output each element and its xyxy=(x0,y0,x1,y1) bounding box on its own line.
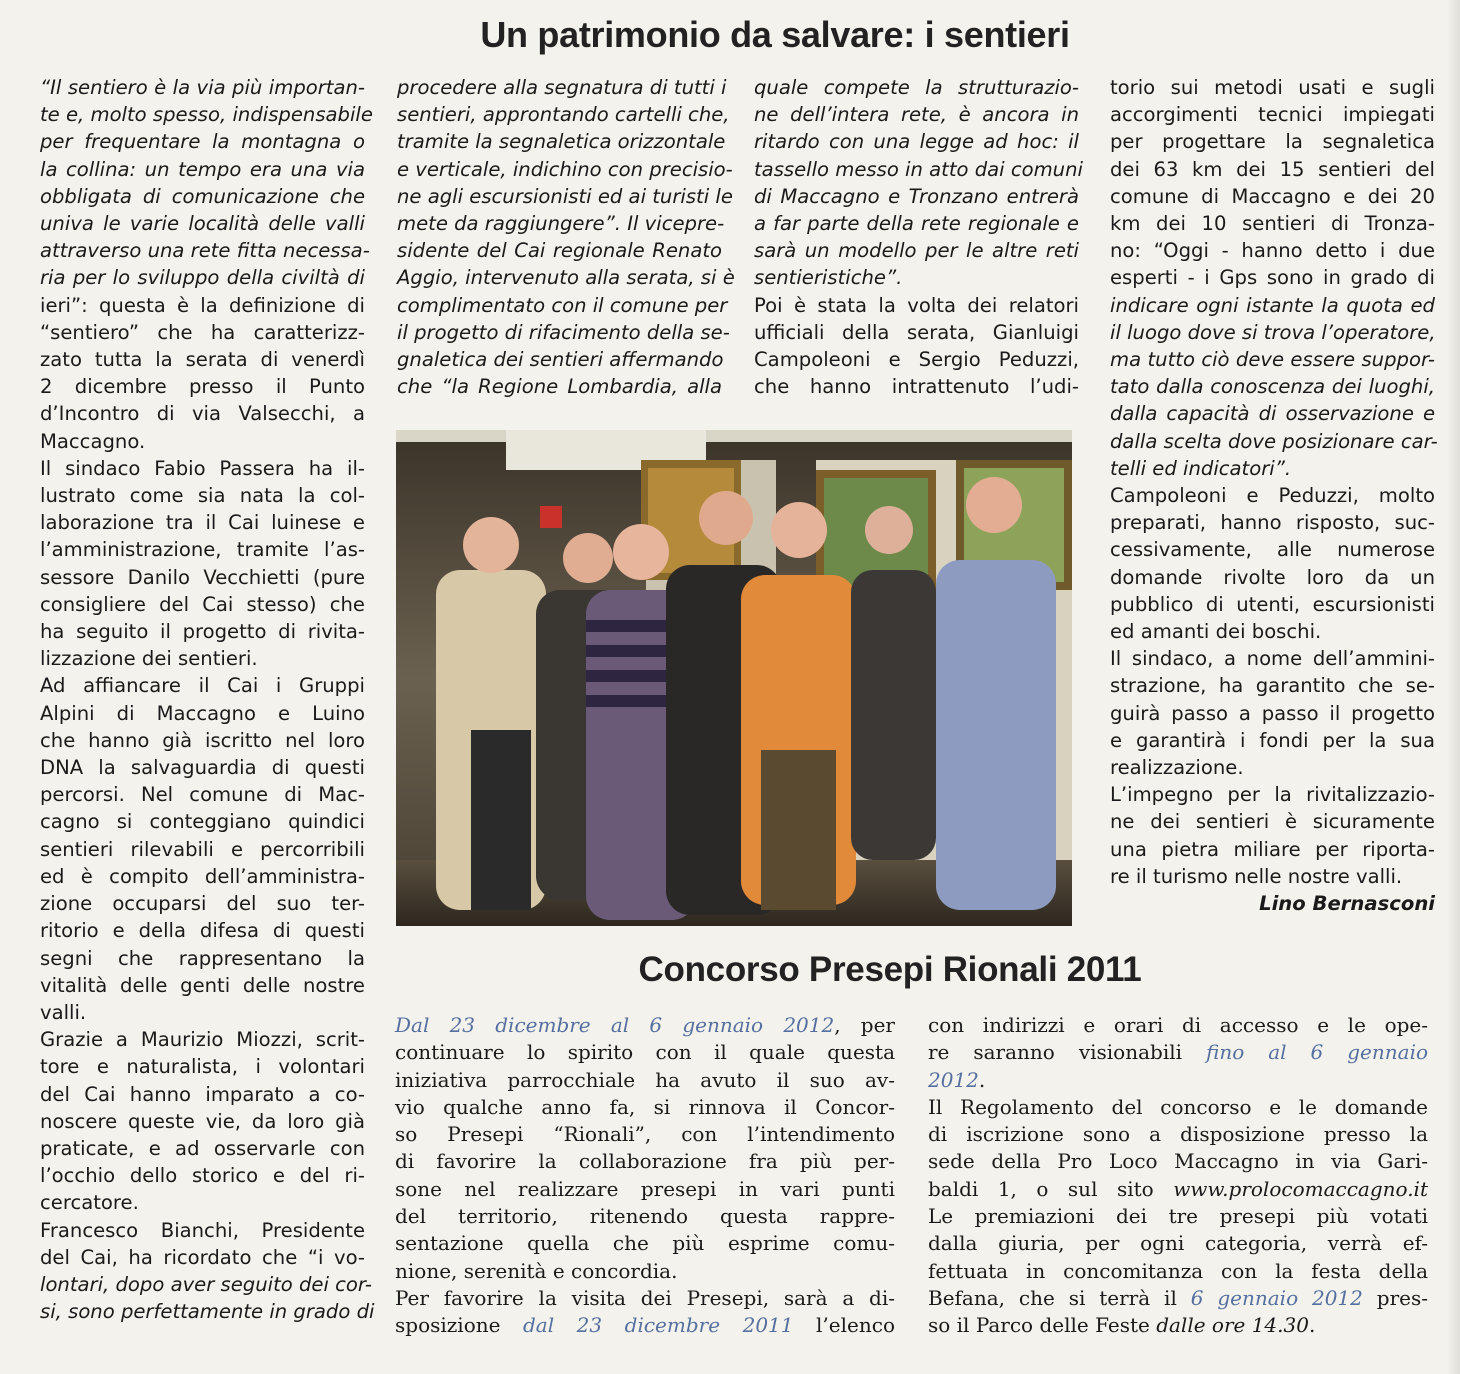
highlighted-date: Dal 23 dicembre al 6 gennaio 2012 xyxy=(395,1013,835,1037)
text-line xyxy=(928,1067,1428,1094)
column-text xyxy=(1110,74,1438,890)
text-line: complimentato con il comune per xyxy=(397,293,728,317)
text-segment: , per xyxy=(834,1013,895,1037)
text-line: Campoleoni e Sergio Peduzzi, xyxy=(754,348,1079,372)
text-segment: con indirizzi e orari di accesso e le ope- xyxy=(928,1013,1428,1037)
text-line xyxy=(928,1285,1428,1312)
text-line: tore e naturalista, i volontari xyxy=(40,1055,365,1079)
text-line: di Maccagno e Tronzano entrerà xyxy=(754,184,1079,208)
text-segment: sentazione quella che più esprime comu- xyxy=(395,1231,895,1256)
text-line: cessivamente, alle numerose xyxy=(1110,538,1435,562)
column-text xyxy=(397,74,735,400)
text-line xyxy=(395,1230,895,1257)
text-line: obbligata di comunicazione che xyxy=(40,184,365,208)
page-edge xyxy=(1446,0,1460,1374)
text-line: Grazie a Maurizio Miozzi, scrit- xyxy=(40,1028,365,1052)
text-line: DNA la salvaguardia di questi xyxy=(40,756,365,780)
text-line: ne dei sentieri è sicuramente xyxy=(1110,810,1435,834)
text-line: l’amministrazione, tramite l’as- xyxy=(40,538,365,562)
text-line xyxy=(395,1067,895,1094)
text-line: domande rivolte loro da un xyxy=(1110,565,1435,589)
text-segment: so Presepi “Rionali”, con l’intendimento xyxy=(395,1122,895,1147)
column-text xyxy=(754,74,1083,400)
text-line: praticate, e ad osservarle con xyxy=(40,1136,365,1160)
text-line: si, sono perfettamente in grado di xyxy=(40,1300,375,1324)
presepi-column-2 xyxy=(928,1012,1428,1340)
text-segment: sposizione xyxy=(395,1313,523,1338)
text-line: attraverso una rete fitta necessa- xyxy=(40,239,370,263)
text-line: lontari, dopo aver seguito dei cor- xyxy=(40,1272,372,1296)
text-line xyxy=(395,1094,895,1121)
text-line: percorsi. Nel comune di Mac- xyxy=(40,783,365,807)
text-line: torio sui metodi usati e sugli xyxy=(1110,76,1435,99)
text-line: per frequentare la montagna o xyxy=(40,130,365,154)
text-line: comune di Maccagno e dei 20 xyxy=(1110,184,1435,208)
text-segment: di iscrizione sono a disposizione presso la xyxy=(928,1122,1428,1147)
text-line: ha seguito il progetto di rivita- xyxy=(40,620,365,644)
text-line: pubblico di utenti, escursionisti xyxy=(1110,592,1435,616)
text-segment: Befana, che si terrà il xyxy=(928,1285,1191,1310)
text-line: ria per lo sviluppo della civiltà di xyxy=(40,266,365,290)
text-line: a far parte della rete regionale e xyxy=(754,212,1079,236)
text-line: dalla scelta dove posizionare car- xyxy=(1110,429,1438,453)
text-line: tramite la segnaletica orizzontale xyxy=(397,130,726,154)
text-line xyxy=(928,1312,1428,1339)
text-line: ne dell’intera rete, è ancora in xyxy=(754,103,1079,127)
text-line xyxy=(928,1258,1428,1285)
text-line: no: “Oggi - hanno detto i due xyxy=(1110,239,1435,263)
presepi-column-1 xyxy=(395,1012,895,1340)
text-line: ma tutto ciò deve essere suppor- xyxy=(1110,348,1435,372)
text-line: sentieri, approntando cartelli che, xyxy=(397,103,730,127)
text-line xyxy=(928,1121,1428,1148)
highlighted-date: dal 23 dicembre 2011 xyxy=(523,1313,794,1338)
text-line: per progettare la segnaletica xyxy=(1110,130,1435,154)
article-column-1 xyxy=(40,74,375,1325)
text-line: e verticale, indichino con precisio- xyxy=(397,157,733,181)
text-line: Il sindaco Fabio Passera ha il- xyxy=(40,456,365,480)
text-line: ritorio e della difesa di questi xyxy=(40,919,365,943)
text-line: Ad affiancare il Cai i Gruppi xyxy=(40,674,365,698)
text-line: ieri”: questa è la definizione di xyxy=(40,293,365,317)
text-segment: del territorio, ritenendo questa rappre- xyxy=(395,1204,895,1229)
text-line: procedere alla segnatura di tutti i xyxy=(397,76,727,99)
column-text xyxy=(40,74,375,1325)
text-line: strazione, ha garantito che se- xyxy=(1110,674,1435,698)
text-line: sessore Danilo Vecchietti (pure xyxy=(40,565,365,589)
text-line: segni che rappresentano la xyxy=(40,946,365,970)
article-column-2 xyxy=(397,74,735,400)
text-line: “Il sentiero è la via più importan- xyxy=(40,76,365,99)
text-segment: dalla giuria, per ogni categoria, verrà ef- xyxy=(928,1231,1428,1256)
text-line: e garantirà i fondi per la sua xyxy=(1110,728,1435,752)
text-line: l’occhio dello storico e del ri- xyxy=(40,1164,365,1188)
text-line: lizzazione dei sentieri. xyxy=(40,647,258,671)
text-line: ed amanti dei boschi. xyxy=(1110,620,1322,644)
text-segment: Le premiazioni dei tre presepi più votati xyxy=(928,1204,1428,1229)
highlighted-date: fino al 6 gennaio xyxy=(1206,1040,1429,1065)
text-line: “sentiero” che ha caratterizz- xyxy=(40,320,365,344)
text-segment: dalle ore 14.30 xyxy=(1156,1313,1309,1338)
text-segment: fettuata in concomitanza con la festa della xyxy=(928,1258,1428,1283)
text-line: ritardo con una legge ad hoc: il xyxy=(754,130,1079,154)
text-line: tassello messo in atto dai comuni xyxy=(754,157,1083,181)
text-line: valli. xyxy=(40,1000,87,1024)
text-line: sentieristiche”. xyxy=(754,266,903,290)
text-line: lustrato come sia nata la col- xyxy=(40,484,365,508)
text-segment: Per favorire la visita dei Presepi, sarà a di- xyxy=(395,1285,895,1310)
text-line xyxy=(928,1230,1428,1257)
text-line: del Cai, ha ricordato che “i vo- xyxy=(40,1245,365,1269)
text-line: km dei 10 sentieri di Tronza- xyxy=(1110,212,1435,236)
text-segment: di favorire la collaborazione fra più per- xyxy=(395,1149,895,1174)
text-line: L’impegno per la rivitalizzazio- xyxy=(1110,783,1435,807)
text-segment: re saranno visionabili xyxy=(928,1040,1206,1065)
text-line: d’Incontro di via Valsecchi, a xyxy=(40,402,365,426)
text-line: quale compete la strutturazio- xyxy=(754,76,1079,99)
article-headline-2: Concorso Presepi Rionali 2011 xyxy=(638,950,1142,989)
text-line: gnaletica dei sentieri affermando xyxy=(397,348,724,372)
text-line: del Cai hanno imparato a co- xyxy=(40,1082,365,1106)
group-photo xyxy=(396,430,1072,926)
text-segment: www.prolocomaccagno.it xyxy=(1173,1176,1428,1201)
article-column-3 xyxy=(754,74,1083,400)
text-line: il luogo dove si trova l’operatore, xyxy=(1110,320,1436,344)
article-column-4 xyxy=(1110,74,1438,917)
text-line: una pietra miliare per riporta- xyxy=(1110,837,1435,861)
text-segment: vio qualche anno fa, si rinnova il Concor- xyxy=(395,1094,895,1119)
text-line: ufficiali della serata, Gianluigi xyxy=(754,320,1079,344)
text-line: indicare ogni istante la quota ed xyxy=(1110,293,1435,317)
text-line xyxy=(928,1039,1428,1066)
text-line: sidente del Cai regionale Renato xyxy=(397,239,722,263)
text-line xyxy=(928,1148,1428,1175)
text-line: zione occuparsi del suo ter- xyxy=(40,892,365,916)
text-line: dalla capacità di osservazione e xyxy=(1110,402,1435,426)
column-text xyxy=(395,1012,895,1340)
highlighted-date: 2012 xyxy=(928,1067,979,1092)
text-line xyxy=(928,1094,1428,1121)
text-line: laborazione tra il Cai luinese e xyxy=(40,511,365,535)
text-line xyxy=(395,1012,895,1039)
text-segment: sone nel realizzare presepi in vari punti xyxy=(395,1176,895,1201)
text-line xyxy=(395,1148,895,1175)
text-line: Alpini di Maccagno e Luino xyxy=(40,701,365,725)
text-line: cercatore. xyxy=(40,1191,139,1215)
text-segment: . xyxy=(978,1067,986,1092)
text-line: accorgimenti tecnici impiegati xyxy=(1110,103,1435,127)
text-line: dei 63 km dei 15 sentieri del xyxy=(1110,157,1435,181)
text-line: Maccagno. xyxy=(40,429,146,453)
text-segment: continuare lo spirito con il quale questa xyxy=(395,1040,895,1065)
text-segment: so il Parco delle Feste xyxy=(928,1313,1157,1338)
text-line xyxy=(395,1203,895,1230)
text-segment: baldi 1, o sul sito xyxy=(928,1176,1174,1201)
text-line: Campoleoni e Peduzzi, molto xyxy=(1110,484,1435,508)
text-line: Il sindaco, a nome dell’ammini- xyxy=(1110,647,1435,671)
text-segment: iniziativa parrocchiale ha avuto il suo av- xyxy=(395,1067,895,1092)
text-line: guirà passo a passo il progetto xyxy=(1110,701,1435,725)
text-line xyxy=(928,1203,1428,1230)
text-line: il progetto di rifacimento della se- xyxy=(397,320,730,344)
text-line: consigliere del Cai stesso) che xyxy=(40,592,365,616)
text-line: preparati, hanno risposto, suc- xyxy=(1110,511,1435,535)
text-line: zato tutta la serata di venerdì xyxy=(40,348,365,372)
highlighted-date: 6 gennaio 2012 xyxy=(1190,1285,1363,1310)
text-line xyxy=(395,1121,895,1148)
text-segment: pres- xyxy=(1362,1285,1428,1310)
text-line: noscere queste vie, da loro già xyxy=(40,1109,365,1133)
text-line: cagno si conteggiano quindici xyxy=(40,810,365,834)
text-line: Poi è stata la volta dei relatori xyxy=(754,293,1079,317)
text-line: mete da raggiungere”. Il vicepre- xyxy=(397,212,725,236)
text-segment: nione, serenità e concordia. xyxy=(395,1258,678,1283)
text-line: sarà un modello per le altre reti xyxy=(754,239,1079,263)
article-headline: Un patrimonio da salvare: i sentieri xyxy=(480,14,1070,55)
text-line xyxy=(395,1312,895,1339)
text-segment: l’elenco xyxy=(793,1313,895,1338)
text-line: che “la Regione Lombardia, alla xyxy=(397,375,722,399)
text-line: 2 dicembre presso il Punto xyxy=(40,375,365,399)
text-line: che hanno intrattenuto l’udi- xyxy=(754,375,1079,399)
text-line: univa le varie località delle valli xyxy=(40,212,365,236)
text-line xyxy=(928,1012,1428,1039)
text-line: la collina: un tempo era una via xyxy=(40,157,365,181)
text-line xyxy=(395,1176,895,1203)
text-line xyxy=(395,1258,895,1285)
text-line xyxy=(395,1039,895,1066)
column-text xyxy=(928,1012,1428,1340)
article-author: Lino Bernasconi xyxy=(1259,892,1435,916)
text-line: telli ed indicatori”. xyxy=(1110,456,1292,480)
text-line: esperti - i Gps sono in grado di xyxy=(1110,266,1435,290)
text-line: ne agli escursionisti ed ai turisti le xyxy=(397,184,733,208)
text-line: tato dalla conoscenza dei luoghi, xyxy=(1110,375,1435,399)
text-line: te e, molto spesso, indispensabile xyxy=(40,103,373,127)
text-line: re il turismo nelle nostre valli. xyxy=(1110,864,1403,888)
text-segment: . xyxy=(1308,1313,1316,1338)
text-line xyxy=(928,1176,1428,1203)
text-line: Aggio, intervenuto alla serata, si è xyxy=(397,266,735,290)
text-line: ed è compito dell’amministra- xyxy=(40,864,365,888)
text-line: Francesco Bianchi, Presidente xyxy=(40,1218,365,1242)
text-segment: sede della Pro Loco Maccagno in via Gari- xyxy=(928,1149,1428,1174)
text-segment: Il Regolamento del concorso e le domande xyxy=(928,1094,1428,1119)
text-line: vitalità delle genti delle nostre xyxy=(40,973,365,997)
text-line: sentieri rilevabili e percorribili xyxy=(40,837,365,861)
text-line: realizzazione. xyxy=(1110,756,1244,780)
text-line xyxy=(395,1285,895,1312)
text-line: che hanno già iscritto nel loro xyxy=(40,728,365,752)
